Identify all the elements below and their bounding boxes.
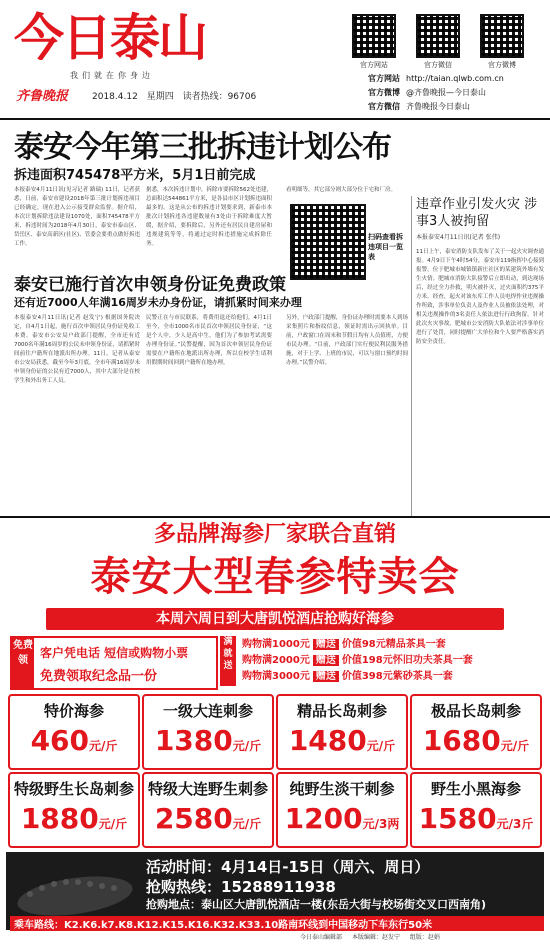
product-name: 特级大连野生刺参 [147, 780, 268, 798]
article-body: 另外，户政部门提醒，身份证办理时需要本人到场采集照片和指纹信息，领证时需出示回执单。目前，户政窗口在周末和节假日均有人员值班，方便市民办理。“目前，户政部门实行便民利民服务措施，对于上学、上班的市民，可以与窗口预约时间办理。”民警介绍。 [286, 315, 408, 366]
side-headline: 违章作业引发火灾 涉事3人被拘留 [416, 197, 538, 229]
ad-tagline: 多品牌海参厂家联合直销 [153, 522, 396, 547]
side-body: 11日上午，泰安消防支队发布了关于一起火灾调查通报。4月9日下午4时54分，泰安市119指挥中心接到报警，位于肥城市城镇镇新庄社区的某建筑外墙有发生火情。肥城市消防大队接警后立即出动，到达现场后，经过全力扑救，明火被扑灭，过火面积约375平方米。经查，起火对该东库工作人员电焊作业违规操作所致，涉事单位负责人及作业人员被依法处理，对相关违规操作的3名责任人依法进行行政拘留。针对此次火灾事故，肥城市公安消防大队依法对涉事单位进行了处罚，同时提醒广大单位和个人要严格落实消防安全责任。 [416, 249, 544, 345]
product-card [276, 694, 408, 770]
free-condition: 客户凭电话 短信或购物小票 [40, 646, 189, 660]
advertisement [6, 520, 544, 930]
product-price: 1580元/3斤 [418, 802, 534, 835]
product-price: 460元/斤 [30, 724, 118, 757]
free-tag: 免费领 [12, 638, 34, 688]
issue-weekday: 星期四 [146, 92, 174, 102]
issue-date: 2018.4.12 [92, 92, 138, 102]
qr-caption: 官方网站 [360, 61, 388, 69]
free-gift-box [10, 636, 218, 690]
product-price: 1680元/斤 [422, 724, 530, 757]
product-name: 野生小黑海参 [430, 780, 521, 798]
event-time: 活动时间：4月14日-15日（周六、周日） [146, 858, 430, 876]
purchase-gift-box [220, 636, 542, 686]
article-subhead: 还有近7000人年满16周岁未办身份证，请抓紧时间来办理 [14, 296, 302, 309]
contact-list [368, 72, 504, 114]
product-price: 2580元/斤 [154, 802, 262, 835]
product-name: 极品长岛刺参 [430, 702, 521, 720]
article-headline: 泰安已施行首次申领身份证免费政策 [14, 275, 286, 295]
side-byline: 本报泰安4月11日讯(记者 张伟) [416, 234, 501, 241]
product-card [276, 772, 408, 848]
issue-line [92, 89, 262, 102]
product-name: 特级野生长岛刺参 [13, 780, 134, 798]
ad-title: 泰安大型春参特卖会 [90, 553, 460, 600]
product-card [142, 772, 274, 848]
event-hotline: 抢购热线：15288911938 [146, 878, 336, 896]
ad-banner: 本周六周日到大唐凯悦酒店抢购好海参 [46, 608, 504, 630]
product-name: 纯野生淡干刺参 [289, 780, 395, 798]
product-name: 特价海参 [43, 702, 104, 720]
product-price: 1480元/斤 [288, 724, 396, 757]
product-name: 精品长岛刺参 [296, 702, 387, 720]
gift-row: 购物满2000元 赠送 价值198元怀旧功夫茶具一套 [242, 655, 473, 666]
event-address: 抢购地点：泰山区大唐凯悦酒店一楼(东岳大街与校场街交叉口西南角) [146, 898, 487, 911]
product-name: 一级大连刺参 [162, 702, 253, 720]
gift-tag: 满就送 [220, 636, 236, 686]
article-body: 民警正在与市民联系，将费用退还给他们。4月1日至今，全市1000名市民首次申领居民身份证，“这是个人中，少人是高中生，他们为了参加考试需要办理身份证。”民警提醒，因为首次申领居民身份证需要在户籍所在地派出所办理，所以在校学生请利用假期时间回到户籍所在地办理。 [146, 315, 272, 366]
article-body: 本报泰安4月11日讯(见习记者 路瑞) 11日，记者获悉，日前，泰安市建设2018年第三批计划拆违项目已经确定，现在进入公示接受群众监督。据介绍，本次计划拆除违法建设1070处，面积745478平方米，拆违时间为2018年4月30日，泰安市泰山区、岱岳区、泰安高新区(社区)、管委会要重点做好拆违工作。 [14, 187, 140, 247]
gift-row: 购物满3000元 赠送 价值398元紫砂茶具一套 [242, 671, 453, 682]
qr-caption: 官方微信 [424, 61, 452, 69]
product-card [8, 694, 140, 770]
contact-row: 官方网站 http://taian.qlwb.com.cn [368, 74, 504, 83]
product-card [8, 772, 140, 848]
column-divider [411, 196, 412, 516]
page-footer: 今日泰山编辑部 本版编辑：赵发宁 组版：赵娟 [300, 934, 440, 941]
article-body: 看明细等，其它部分则大部分位于宅和厂房。 [286, 187, 397, 193]
ad-event-info [6, 852, 544, 930]
contact-row: 官方微博 @齐鲁晚报—今日泰山 [368, 88, 486, 97]
slogan: 我们就在你身边 [70, 71, 154, 80]
bus-route: 乘车路线：K2.K6.k7.K8.K12.K15.K16.K32.K33.10路南环线到中国移动下车东行50米 [10, 916, 544, 931]
divider [0, 118, 550, 120]
reader-hotline: 读者热线：96706 [182, 92, 257, 102]
gift-row: 购物满1000元 赠送 价值98元精品茶具一套 [242, 639, 446, 650]
article-body: 据悉，本次拆违计划中，拆除市要拆除562处违建，总面积达544861平方米，是各县市区计划拆违面积最多的。这是从公布的拆违计划要求到，新泰市本批次计划拆违各违建数量有3处由于拆除难度大暂缓，据介绍，要拆除后，另外还有居民自建房屋和违规建筑等等，将通过定时拆违措施完成拆除任务。 [146, 187, 272, 247]
product-price: 1880元/斤 [20, 802, 128, 835]
article-body: 本报泰安4月11日讯(记者 赵发宁) 根据国务院决定，自4月1日起，施行首次申领居民身份证免收工本费。泰安市公安局户政部门提醒，全市还有近7000名年满16周岁的公民未申领身份证，请抓紧时间前往户籍所在地派出所办理。11日，记者从泰安市公安局获悉，截至今年3月底，全市年满16周岁未申领身份证的公民有近7000人，其中大部分是在校学生和外出务工人员。 [14, 315, 140, 384]
product-card [410, 772, 542, 848]
free-offer: 免费领取纪念品一份 [40, 669, 158, 684]
qr-code-icon [480, 14, 524, 58]
qr-caption: 扫码查看拆违项目一览表 [368, 233, 403, 261]
product-price: 1200元/3两 [284, 802, 400, 835]
divider [0, 516, 550, 518]
article-headline: 泰安今年第三批拆违计划公布 [14, 130, 391, 165]
qr-code-icon [352, 14, 396, 58]
qr-code-icon [416, 14, 460, 58]
product-card [410, 694, 542, 770]
product-price: 1380元/斤 [154, 724, 262, 757]
qr-caption: 官方微博 [488, 61, 516, 69]
product-card [142, 694, 274, 770]
qr-code-icon [290, 204, 366, 280]
newspaper-logo: 今日泰山 [14, 8, 206, 67]
contact-row: 官方微信 齐鲁晚报今日泰山 [368, 102, 470, 111]
brand-name: 齐鲁晚报 [16, 89, 69, 104]
masthead [0, 0, 550, 120]
article-subhead: 拆违面积745478平方米，5月1日前完成 [14, 168, 256, 183]
website-link[interactable]: http://taian.qlwb.com.cn [406, 74, 504, 83]
